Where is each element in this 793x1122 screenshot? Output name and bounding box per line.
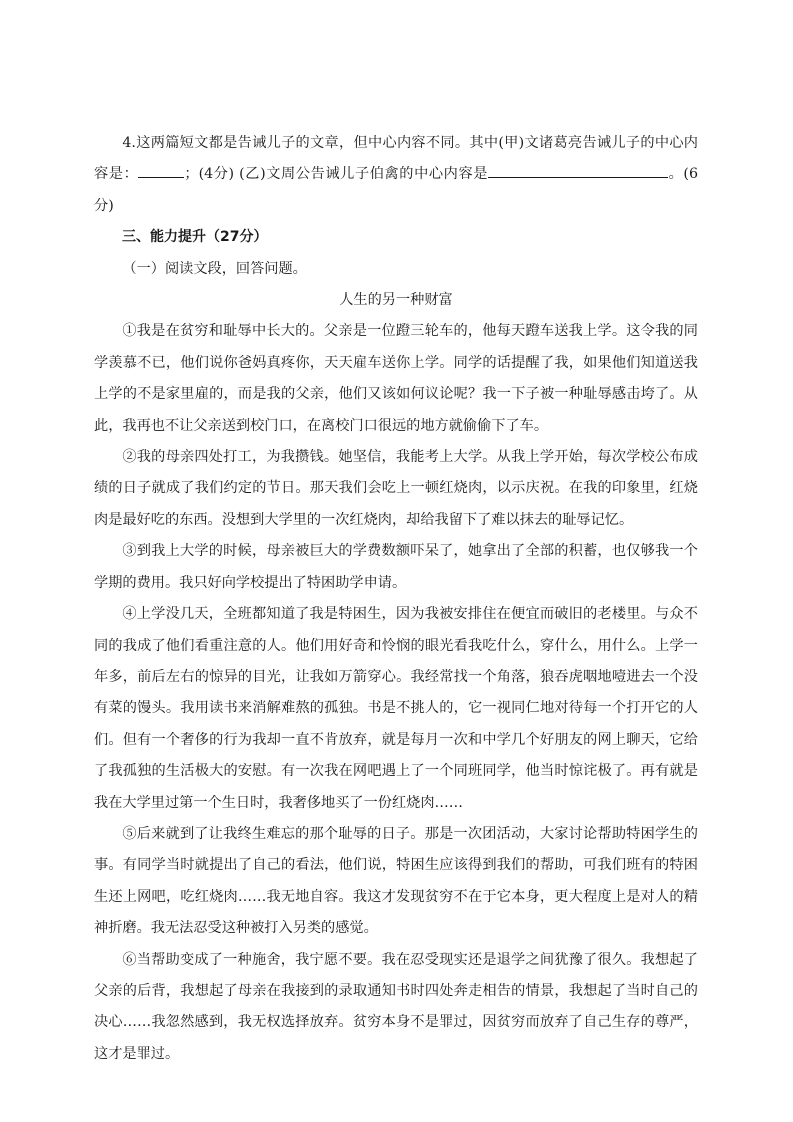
article-paragraph-6: ⑥当帮助变成了一种施舍，我宁愿不要。我在忍受现实还是退学之间犹豫了很久。我想起了父亲的后背，我想起了母亲在我接到的录取通知书时四处奔走相告的情景，我想起了当时自己的决心……我忽然感到，我无权选择放弃。贫穷本身不是罪过，因贫穷而放弃了自己生存的尊严，这才是罪过。 xyxy=(94,951,698,1062)
document-page xyxy=(94,128,698,1070)
article-paragraph-2: ②我的母亲四处打工，为我攒钱。她坚信，我能考上大学。从我上学开始，每次学校公布成绩的日子就成了我们约定的节日。那天我们会吃上一顿红烧肉，以示庆祝。在我的印象里，红烧肉是最好吃的东西。没想到大学里的一次红烧肉，却给我留下了难以抹去的耻辱记忆。 xyxy=(94,449,698,528)
section-subheading: （一）阅读文段，回答问题。 xyxy=(122,260,307,277)
question-4-text-2: ；(4分) (乙)文周公告诫儿子伯禽的中心内容是 xyxy=(184,166,489,183)
article-paragraph-1: ①我是在贫穷和耻辱中长大的。父亲是一位蹬三轮车的，他每天蹬车送我上学。这令我的同学羡慕不已，他们说你爸妈真疼你，天天雇车送你上学。同学的话提醒了我，如果他们知道送我上学的不是家里雇的，而是我的父亲，他们又该如何议论呢？我一下子被一种耻辱感击垮了。从此，我再也不让父亲送到校门口，在离校门口很远的地方就偷偷下了车。 xyxy=(94,323,698,434)
question-4-text-3: 。(6分) xyxy=(94,166,698,214)
answer-blank-2[interactable] xyxy=(488,176,668,178)
article-paragraph-5: ⑤后来就到了让我终生难忘的那个耻辱的日子。那是一次团活动，大家讨论帮助特困学生的事。有同学当时就提出了自己的看法，他们说，特困生应该得到我们的帮助，可我们班有的特困生还上网吧，吃红烧肉……我无地自容。我这才发现贫穷不在于它本身，更大程度上是对人的精神折磨。我无法忍受这种被打入另类的感觉。 xyxy=(94,825,698,937)
article-paragraph-3: ③到我上大学的时候，母亲被巨大的学费数额吓呆了，她拿出了全部的积蓄，也仅够我一个学期的费用。我只好向学校提出了特困助学申请。 xyxy=(94,543,698,591)
answer-blank-1[interactable] xyxy=(138,176,184,178)
section-heading: 三、能力提升（27分） xyxy=(122,229,268,246)
question-4 xyxy=(94,128,698,222)
article-paragraph-4: ④上学没几天，全班都知道了我是特困生，因为我被安排住在便宜而破旧的老楼里。与众不同的我成了他们看重注意的人。他们用好奇和怜悯的眼光看我吃什么，穿什么，用什么。上学一年多，前后左右的惊异的目光，让我如万箭穿心。我经常找一个角落，狼吞虎咽地噎进去一个没有菜的馒头。我用读书来消解难熬的孤独。书是不挑人的，它一视同仁地对待每一个打开它的人们。但有一个奢侈的行为我却一直不肯放弃，就是每月一次和中学几个好朋友的网上聊天，它给了我孤独的生活极大的安慰。有一次我在网吧遇上了一个同班同学，他当时惊诧极了。再有就是我在大学里过第一个生日时，我奢侈地买了一份红烧肉…… xyxy=(94,606,698,811)
question-4-text-1: 4.这两篇短文都是告诫儿子的文章，但中心内容不同。其中(甲)文诸葛亮告诫儿子的中心内容是： xyxy=(94,135,698,183)
article-title: 人生的另一种财富 xyxy=(339,292,453,309)
